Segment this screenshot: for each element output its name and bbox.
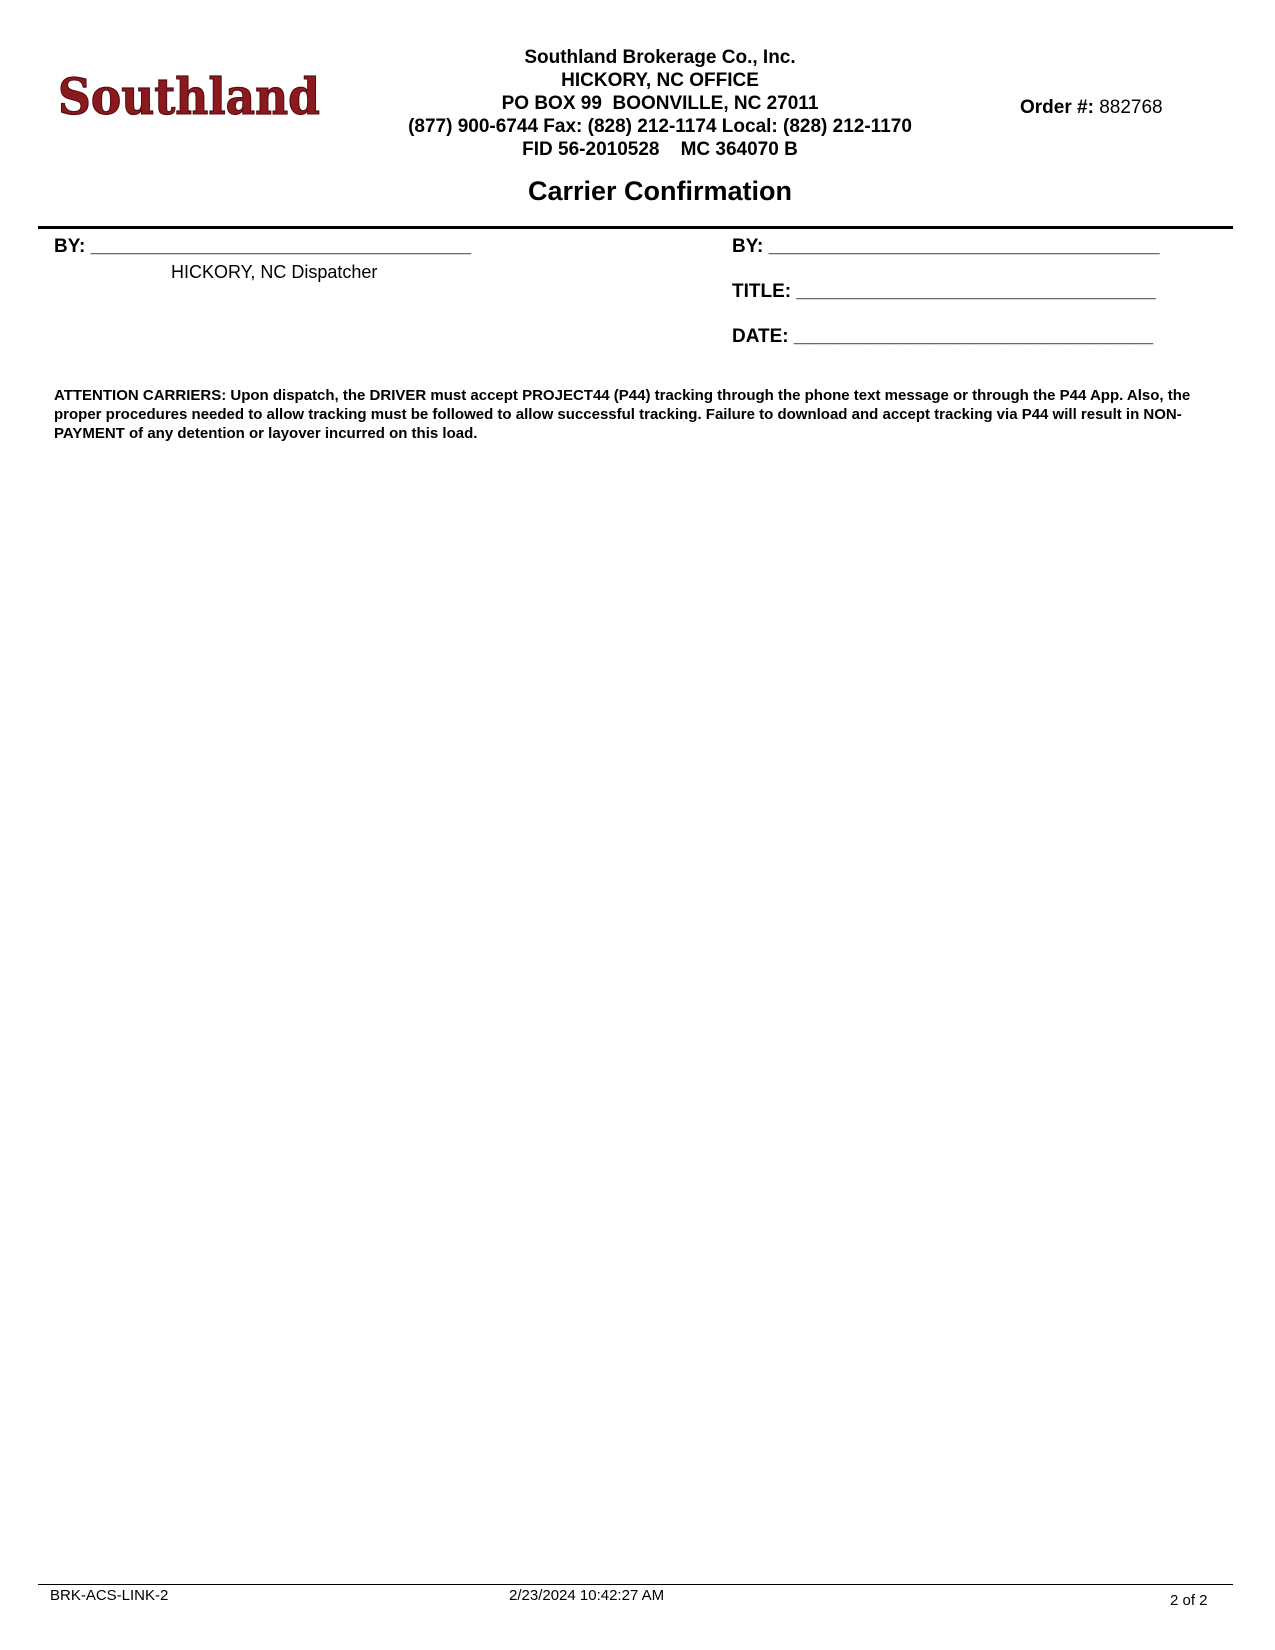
footer-divider <box>38 1584 1233 1585</box>
print-timestamp: 2/23/2024 10:42:27 AM <box>509 1587 665 1604</box>
company-name: Southland Brokerage Co., Inc. <box>524 47 796 68</box>
dispatcher-signature-line: BY: ____________________________________ <box>54 236 471 257</box>
office-name: HICKORY, NC OFFICE <box>561 70 759 91</box>
svg-text:Southland: Southland <box>58 67 320 126</box>
carrier-signature-line: BY: _____________________________________ <box>732 236 1160 257</box>
southland-logo-icon <box>56 58 326 130</box>
tracking-notice: ATTENTION CARRIERS: Upon dispatch, the DRIVER must accept PROJECT44 (P44) tracking through the phone text message or through the P44 App. Also, the proper procedures needed to allow tracking must be followed to allow successful tracking. Failure to download and accept tracking via P44 will result in NON-PAYMENT of any detention or layover incurred on this load. <box>54 387 1191 442</box>
company-address: PO BOX 99 BOONVILLE, NC 27011 <box>501 93 819 114</box>
order-number <box>1020 97 1220 119</box>
company-logo <box>56 58 326 130</box>
order-label: Order #: <box>1020 97 1094 118</box>
company-header <box>330 46 990 161</box>
order-value: 882768 <box>1099 97 1163 118</box>
form-id: BRK-ACS-LINK-2 <box>50 1587 169 1604</box>
company-phones: (877) 900-6744 Fax: (828) 212-1174 Local: (828) 212-1170 <box>408 116 912 137</box>
carrier-date-line: DATE: __________________________________ <box>732 326 1154 347</box>
document-title: Carrier Confirmation <box>527 176 793 206</box>
page-number: 2 of 2 <box>1170 1592 1208 1609</box>
company-ids: FID 56-2010528 MC 364070 B <box>522 139 798 160</box>
dispatcher-role: HICKORY, NC Dispatcher <box>171 262 378 282</box>
header-divider <box>38 226 1233 229</box>
carrier-title-line: TITLE: __________________________________ <box>732 281 1156 302</box>
